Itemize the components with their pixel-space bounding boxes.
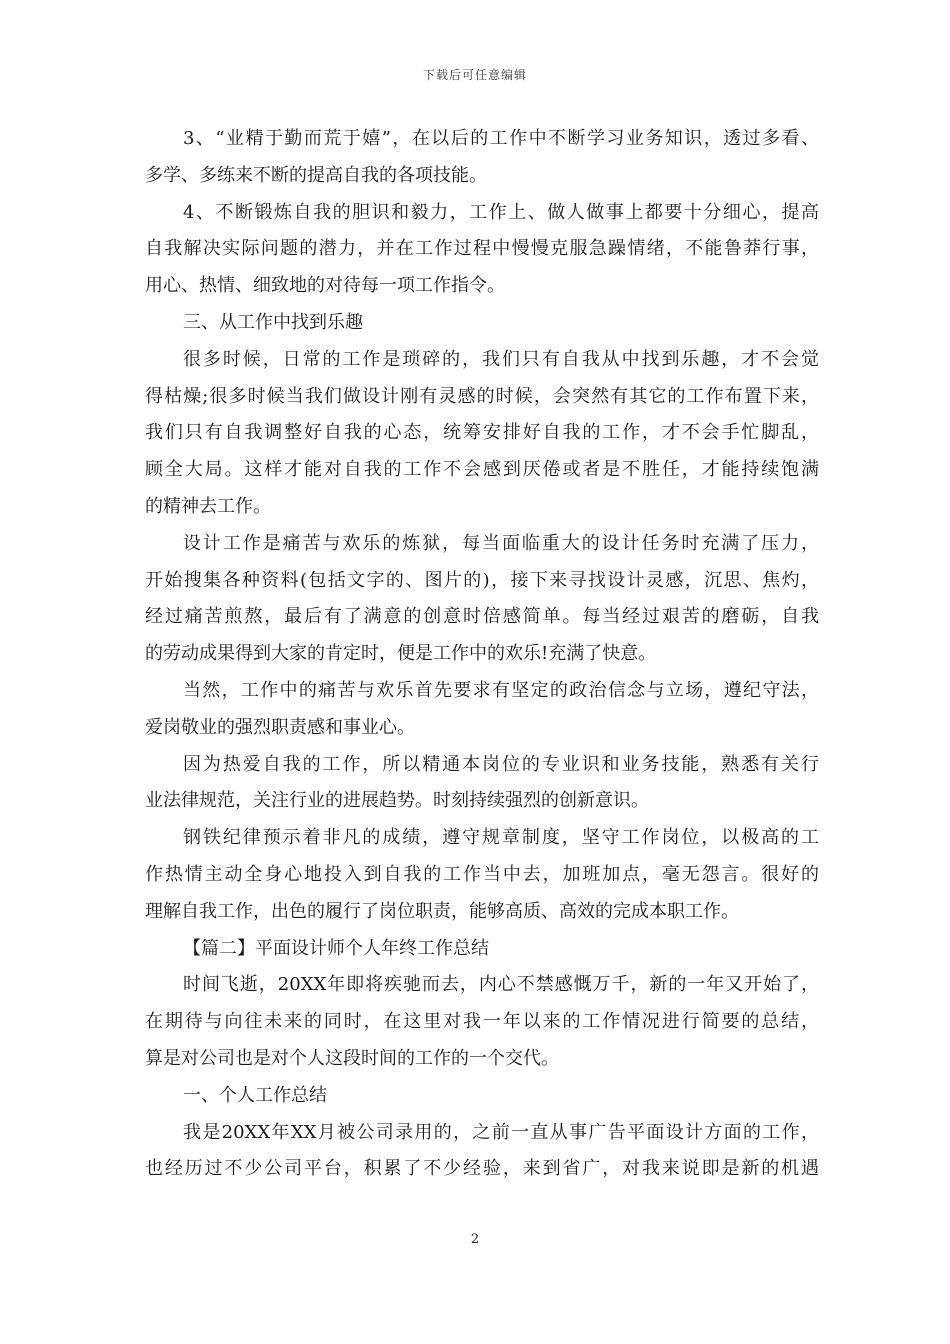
- text-line: 的精神去工作。: [145, 495, 271, 517]
- text-line: 时间飞逝，20XX年即将疾驰而去，内心不禁感慨万千，新的一年又开始了，: [183, 974, 819, 996]
- text-line: 业法律规范，关注行业的进展趋势。时刻持续强烈的创新意识。: [145, 790, 649, 812]
- text-line: 【篇二】平面设计师个人年终工作总结: [183, 937, 489, 959]
- text-line: 用心、热情、细致地的对待每一项工作指令。: [145, 275, 505, 297]
- page-number: 2: [470, 1232, 480, 1247]
- text-line: 自我解决实际问题的潜力，并在工作过程中慢慢克服急躁情绪，不能鲁莽行事，: [145, 238, 819, 260]
- text-line: 一、个人工作总结: [183, 1084, 327, 1106]
- text-line: 作热情主动全身心地投入到自我的工作当中去，加班加点，毫无怨言。很好的: [145, 863, 819, 885]
- text-line: 理解自我工作，出色的履行了岗位职责，能够高质、高效的完成本职工作。: [145, 900, 739, 922]
- text-line: 三、从工作中找到乐趣: [183, 311, 363, 333]
- text-line: 我们只有自我调整好自我的心态，统筹安排好自我的工作，才不会手忙脚乱，: [145, 422, 819, 444]
- text-line: 顾全大局。这样才能对自我的工作不会感到厌倦或者是不胜任，才能持续饱满: [145, 459, 819, 481]
- text-line: 我是20XX年XX月被公司录用的，之前一直从事广告平面设计方面的工作，: [183, 1121, 819, 1143]
- text-line: 多学、多练来不断的提高自我的各项技能。: [145, 164, 487, 186]
- text-line: 的劳动成果得到大家的肯定时，便是工作中的欢乐!充满了快意。: [145, 643, 657, 665]
- text-line: 设计工作是痛苦与欢乐的炼狱，每当面临重大的设计任务时充满了压力，: [183, 532, 819, 554]
- text-line: 因为热爱自我的工作，所以精通本岗位的专业识和业务技能，熟悉有关行: [183, 753, 819, 775]
- text-line: 钢铁纪律预示着非凡的成绩，遵守规章制度，坚守工作岗位，以极高的工: [183, 827, 819, 849]
- text-line: 开始搜集各种资料(包括文字的、图片的)，接下来寻找设计灵感，沉思、焦灼，: [145, 569, 819, 591]
- page-header: 下载后可任意编辑: [422, 68, 527, 82]
- text-line: 4、不断锻炼自我的胆识和毅力，工作上、做人做事上都要十分细心，提高: [183, 201, 819, 223]
- text-line: 在期待与向往未来的同时，在这里对我一年以来的工作情况进行简要的总结，: [145, 1011, 819, 1033]
- text-line: 3、“业精于勤而荒于嬉”，在以后的工作中不断学习业务知识，透过多看、: [183, 128, 819, 149]
- document-body: [145, 121, 819, 1188]
- text-line: 算是对公司也是对个人这段时间的工作的一个交代。: [145, 1047, 559, 1069]
- text-line: 爱岗敬业的强烈职责感和事业心。: [145, 716, 415, 738]
- text-line: 当然，工作中的痛苦与欢乐首先要求有坚定的政治信念与立场，遵纪守法，: [183, 679, 819, 701]
- text-line: 经过痛苦煎熬，最后有了满意的创意时倍感简单。每当经过艰苦的磨砺，自我: [145, 606, 819, 628]
- text-line: 很多时候，日常的工作是琐碎的，我们只有自我从中找到乐趣，才不会觉: [183, 348, 819, 370]
- text-line: 得枯燥;很多时候当我们做设计刚有灵感的时候，会突然有其它的工作布置下来，: [145, 385, 819, 407]
- text-line: 也经历过不少公司平台，积累了不少经验，来到省广，对我来说即是新的机遇: [145, 1158, 819, 1180]
